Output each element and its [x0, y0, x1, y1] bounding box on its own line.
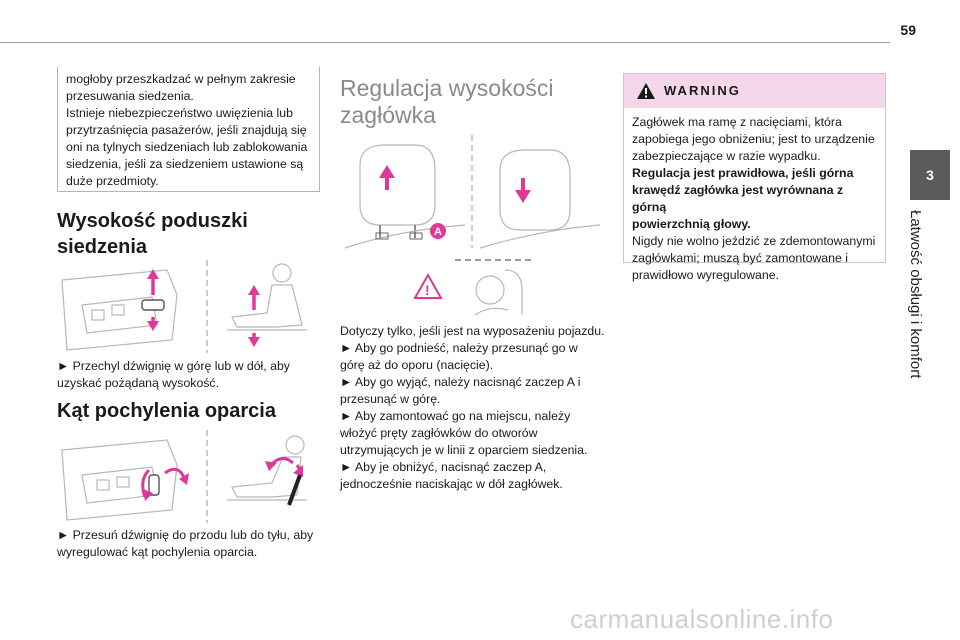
warning-label: WARNING: [664, 83, 741, 98]
warning-header: [624, 74, 885, 108]
backrest-angle-figure: [57, 425, 322, 525]
text-line: jednocześnie naciskając w dół zagłówek.: [340, 477, 563, 491]
note-line: oni na tylnych siedzeniach lub zablokowania: [66, 140, 308, 154]
text-line: Zagłówek ma ramę z nacięciami, która: [632, 115, 842, 129]
text-line: ► Przesuń dźwignię do przodu lub do tyłu, aby: [57, 528, 314, 542]
note-line: przytrzaśnięcia pasażerów, jeśli znajdują się: [66, 123, 307, 137]
headrest-text: [340, 323, 605, 493]
seat-lever-icon: [142, 300, 164, 310]
title-line: zagłówka: [340, 102, 436, 128]
text-line: górę aż do oporu (nacięcie).: [340, 358, 494, 372]
text-line: wyregulować kąt pochylenia oparcia.: [57, 545, 258, 559]
note-line: przesuwania siedzenia.: [66, 89, 194, 103]
watermark: carmanualsonline.info: [570, 604, 834, 634]
section-title-line: siedzenia: [57, 236, 148, 258]
warning-box: [623, 73, 886, 282]
text-line: ► Aby zamontować go na miejscu, należy: [340, 409, 571, 423]
text-line: ► Aby je obniżyć, nacisnąć zaczep A,: [340, 460, 547, 474]
text-line: włożyć pręty zagłówków do otworów: [340, 426, 538, 440]
text-line: zagłówkami; muszą być zamontowane i: [632, 251, 848, 265]
section1-text: [57, 358, 290, 392]
warning-icon: [636, 82, 656, 100]
seat-height-figure: [57, 255, 322, 355]
chapter-title: [895, 210, 935, 570]
chapter-title-text: Łatwość obsługi i komfort: [907, 210, 924, 379]
text-line: Dotyczy tylko, jeśli jest na wyposażeniu pojazdu.: [340, 324, 605, 338]
text-line: przesunąć w górę.: [340, 392, 441, 406]
note-line: duże przedmioty.: [66, 174, 159, 188]
section2-text: [57, 527, 313, 561]
text-line: ► Aby go wyjąć, należy nacisnąć zaczep A i: [340, 375, 581, 389]
note-line: mogłoby przeszkadzać w pełnym zakresie: [66, 72, 296, 86]
text-line: ► Aby go podnieść, należy przesunąć go w: [340, 341, 578, 355]
header-divider: [0, 42, 890, 43]
text-line: zabezpieczające w razie wypadku.: [632, 149, 821, 163]
section-title-line: Wysokość poduszki: [57, 210, 248, 232]
note-line: Istnieje niebezpieczeństwo uwięzienia lub: [66, 106, 293, 120]
figure-label-a: A: [434, 226, 442, 238]
svg-text:!: !: [425, 282, 430, 298]
text-line: utrzymujących je w linii z oparciem siedzenia.: [340, 443, 588, 457]
chapter-tab[interactable]: 3: [910, 150, 950, 200]
text-line-bold: krawędź zagłówka jest wyrównana z górną: [632, 183, 844, 214]
text-line: Nigdy nie wolno jeździć ze zdemontowanymi: [632, 234, 876, 248]
text-line-bold: Regulacja jest prawidłowa, jeśli górna: [632, 166, 854, 180]
section-title-backrest-angle: Kąt pochylenia oparcia: [57, 400, 276, 422]
note-box: [57, 67, 320, 192]
warning-body: [624, 108, 885, 290]
text-line-bold: powierzchnią głowy.: [632, 217, 751, 231]
headrest-title: [340, 75, 553, 129]
text-line: prawidłowo wyregulowane.: [632, 268, 779, 282]
text-line: uzyskać pożądaną wysokość.: [57, 376, 219, 390]
text-line: ► Przechyl dźwignię w górę lub w dół, aby: [57, 359, 290, 373]
headrest-figure: [340, 130, 605, 320]
page-number: 59: [900, 22, 916, 38]
section-title-seat-height: [57, 208, 248, 260]
title-line: Regulacja wysokości: [340, 75, 554, 101]
note-line: siedzenia, jeśli za siedzeniem ustawione są: [66, 157, 304, 171]
text-line: zapobiega jego obniżeniu; jest to urządzenie: [632, 132, 875, 146]
